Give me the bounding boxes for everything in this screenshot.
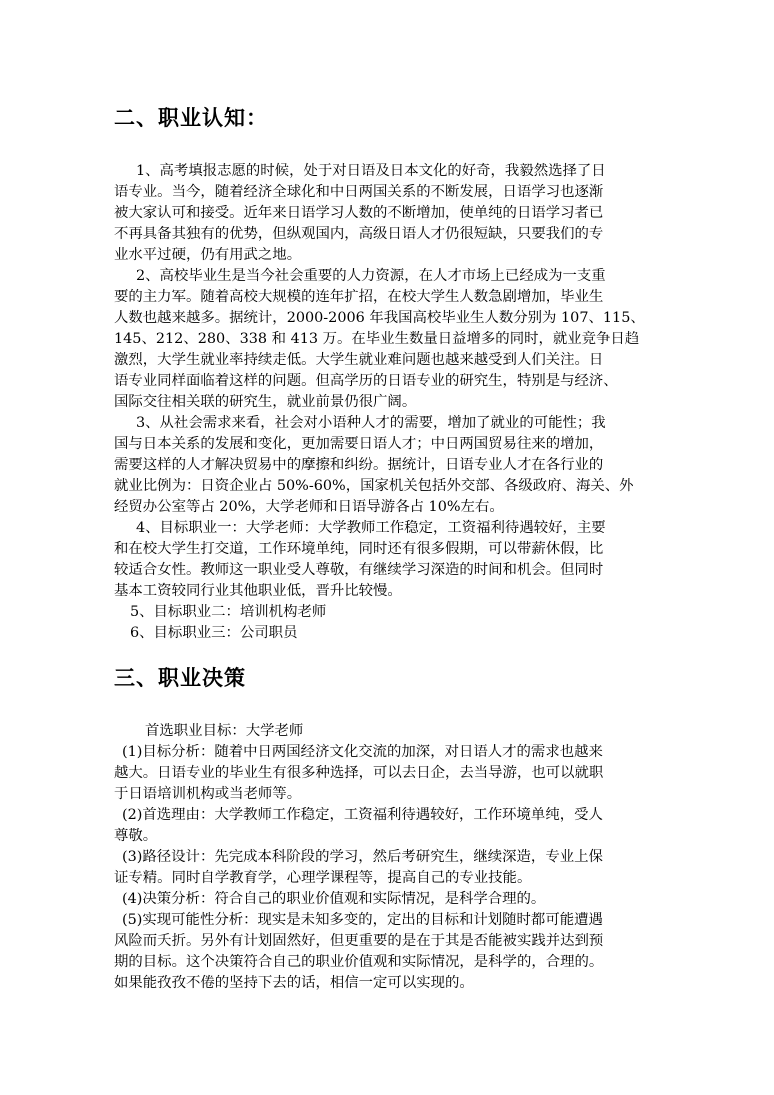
paragraph-line: 6、目标职业三：公司职员 [130, 625, 298, 641]
section-heading-career-decision: 三、职业决策 [114, 666, 246, 690]
paragraph-line: 风险而夭折。另外有计划固然好，但更重要的是在于其是否能被实践并达到预 [114, 933, 604, 949]
paragraph-line: 需要这样的人才解决贸易中的摩擦和纠纷。据统计，日语专业人才在各行业的 [114, 457, 604, 473]
paragraph-line: 激烈，大学生就业率持续走低。大学生就业难问题也越来越受到人们关注。日 [114, 352, 604, 368]
paragraph-line: 期的目标。这个决策符合自己的职业价值观和实际情况，是科学的，合理的。 [114, 954, 604, 970]
section-heading-career-cognition: 二、职业认知： [114, 106, 268, 130]
paragraph-line: 尊敬。 [114, 828, 158, 844]
paragraph-line: 较适合女性。教师这一职业受人尊敬，有继续学习深造的时间和机会。但同时 [114, 562, 604, 578]
paragraph-line: 和在校大学生打交道，工作环境单纯，同时还有很多假期，可以带薪休假，比 [114, 541, 604, 557]
paragraph-line: 被大家认可和接受。近年来日语学习人数的不断增加，使单纯的日语学习者已 [114, 205, 604, 221]
paragraph-line: 145、212、280、338 和 413 万。在毕业生数量日益增多的同时，就业竞争日趋 [114, 331, 640, 347]
paragraph-line: 如果能孜孜不倦的坚持下去的话，相信一定可以实现的。 [114, 975, 474, 991]
paragraph-line: 语专业同样面临着这样的问题。但高学历的日语专业的研究生，特别是与经济、 [114, 373, 618, 389]
paragraph-line: 不再具备其独有的优势，但纵观国内，高级日语人才仍很短缺，只要我们的专 [114, 226, 604, 242]
paragraph-line: 国与日本关系的发展和变化，更加需要日语人才；中日两国贸易往来的增加， [114, 436, 604, 452]
paragraph-line: 越大。日语专业的毕业生有很多种选择，可以去日企，去当导游，也可以就职 [114, 765, 604, 781]
paragraph-line: 业水平过硬，仍有用武之地。 [114, 247, 302, 263]
paragraph-line: 人数也越来越多。据统计，2000-2006 年我国高校毕业生人数分别为 107、115、 [114, 310, 645, 326]
paragraph-line: (5)实现可能性分析：现实是未知多变的，定出的目标和计划随时都可能遭遇 [122, 912, 603, 928]
paragraph-line: 经贸办公室等占 20%，大学老师和日语导游各占 10%左右。 [114, 499, 504, 515]
paragraph-line: 语专业。当今，随着经济全球化和中日两国关系的不断发展，日语学习也逐渐 [114, 184, 604, 200]
paragraph-line: 就业比例为：日资企业占 50%-60%，国家机关包括外交部、各级政府、海关、外 [114, 478, 634, 494]
paragraph-line: 证专精。同时自学教育学，心理学课程等，提高自己的专业技能。 [114, 870, 532, 886]
paragraph-line: 5、目标职业二：培训机构老师 [130, 604, 327, 620]
paragraph-line: 3、从社会需求来看，社会对小语种人才的需要，增加了就业的可能性；我 [136, 415, 606, 431]
paragraph-line: (2)首选理由：大学教师工作稳定，工资福利待遇较好，工作环境单纯，受人 [122, 807, 603, 823]
paragraph-line: (3)路径设计：先完成本科阶段的学习，然后考研究生，继续深造，专业上保 [122, 849, 603, 865]
paragraph-line: 1、高考填报志愿的时候，处于对日语及日本文化的好奇，我毅然选择了日 [136, 163, 606, 179]
paragraph-line: 要的主力军。随着高校大规模的连年扩招，在校大学生人数急剧增加，毕业生 [114, 289, 604, 305]
paragraph-line: (1)目标分析：随着中日两国经济文化交流的加深，对日语人才的需求也越来 [122, 744, 603, 760]
paragraph-line: 首选职业目标：大学老师 [145, 723, 304, 739]
paragraph-line: 于日语培训机构或当老师等。 [114, 786, 302, 802]
paragraph-line: 国际交往相关联的研究生，就业前景仍很广阔。 [114, 394, 417, 410]
paragraph-line: 4、目标职业一：大学老师：大学教师工作稳定，工资福利待遇较好，主要 [136, 520, 606, 536]
paragraph-line: 2、高校毕业生是当今社会重要的人力资源，在人才市场上已经成为一支重 [136, 268, 606, 284]
paragraph-line: 基本工资较同行业其他职业低，晋升比较慢。 [114, 583, 402, 599]
paragraph-line: (4)决策分析：符合自己的职业价值观和实际情况，是科学合理的。 [122, 891, 546, 907]
